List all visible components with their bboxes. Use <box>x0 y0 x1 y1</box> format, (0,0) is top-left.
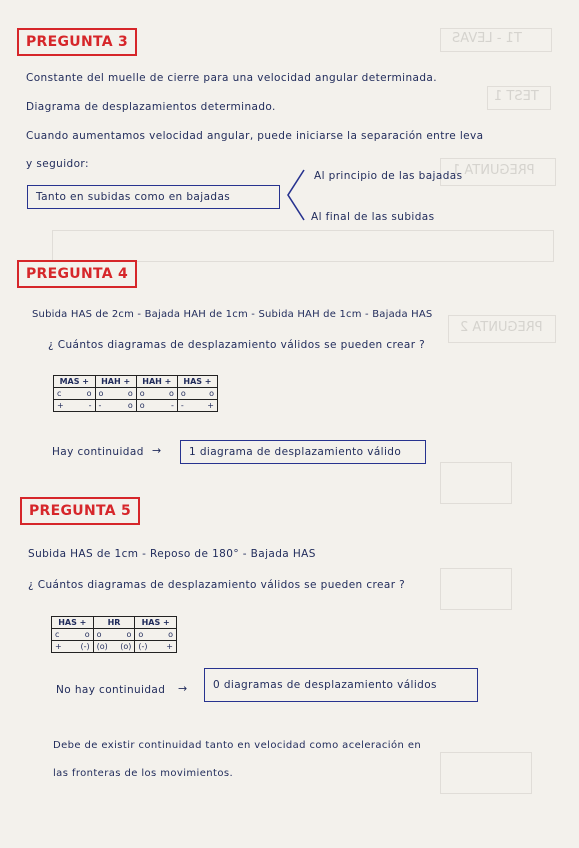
q3-line2: Diagrama de desplazamientos determinado. <box>26 101 276 113</box>
cell-value: o <box>98 389 104 398</box>
cell-value: o <box>96 630 102 639</box>
q3-option2: Al final de las subidas <box>311 211 435 223</box>
table-row <box>54 388 218 400</box>
table-header: HAH + <box>136 376 177 388</box>
cell-value: + <box>57 401 64 410</box>
q4-answer-box: 1 diagrama de desplazamiento válido <box>180 440 426 464</box>
table-cell <box>135 629 177 641</box>
cell-value: o <box>126 630 132 639</box>
cell-value: o <box>127 389 133 398</box>
table-cell <box>54 400 96 412</box>
cell-value: o <box>168 389 174 398</box>
q5-table <box>51 616 177 653</box>
cell-value: (o) <box>96 642 108 651</box>
ghost-pregunta1: PREGUNTA 1 <box>452 163 535 178</box>
arrow-right-icon: → <box>152 444 162 457</box>
table-row <box>52 641 177 653</box>
cell-value: - <box>180 401 184 410</box>
ghost-test-label: TEST 1 <box>494 89 539 104</box>
table-header: HAH + <box>95 376 136 388</box>
arrow-right-icon: → <box>178 682 188 695</box>
table-header-row <box>52 617 177 629</box>
cell-value: o <box>180 389 186 398</box>
q5-answer-box: 0 diagramas de desplazamiento válidos <box>204 668 478 702</box>
q4-line1: Subida HAS de 2cm - Bajada HAH de 1cm - Subida HAH de 1cm - Bajada HAS <box>32 309 433 320</box>
cell-value: o <box>84 630 90 639</box>
table-cell <box>136 400 177 412</box>
table-cell <box>135 641 177 653</box>
q5-line2: ¿ Cuántos diagramas de desplazamiento válidos se pueden crear ? <box>28 579 406 591</box>
table-header-row <box>54 376 218 388</box>
cell-value: o <box>139 401 145 410</box>
ghost-table-a <box>440 462 512 504</box>
cell-value: - <box>98 401 102 410</box>
cell-value: o <box>138 630 144 639</box>
ghost-top-label: T1 - LEVAS <box>452 31 522 46</box>
table-header: HAS + <box>177 376 217 388</box>
ghost-table-c <box>440 752 532 794</box>
table-cell <box>52 629 94 641</box>
ghost-table-b <box>440 568 512 610</box>
cell-value: + <box>207 401 214 410</box>
table-header: HAS + <box>135 617 177 629</box>
table-cell <box>93 629 135 641</box>
table-cell <box>54 388 96 400</box>
cell-value: - <box>171 401 174 410</box>
cell-value: (o) <box>120 642 132 651</box>
cell-value: o <box>127 401 133 410</box>
q4-line2: ¿ Cuántos diagramas de desplazamiento válidos se pueden crear ? <box>48 339 426 351</box>
cell-value: c <box>55 630 60 639</box>
cell-value: o <box>139 389 145 398</box>
ghost-pregunta2: PREGUNTA 2 <box>460 320 543 335</box>
q3-answer-box: Tanto en subidas como en bajadas <box>27 185 280 209</box>
cell-value: o <box>168 630 173 639</box>
cell-value: (-) <box>80 642 90 651</box>
cell-value: - <box>88 401 92 410</box>
ghost-box-a <box>52 230 554 262</box>
table-cell <box>136 388 177 400</box>
q5-note-line1: Debe de existir continuidad tanto en velocidad como aceleración en <box>53 740 422 751</box>
cell-value: + <box>55 642 62 651</box>
table-cell <box>52 641 94 653</box>
pregunta-4-title: PREGUNTA 4 <box>17 260 137 288</box>
q4-table <box>53 375 218 412</box>
cell-value: c <box>57 389 62 398</box>
q4-conclusion: Hay continuidad <box>52 446 144 458</box>
table-row <box>52 629 177 641</box>
q5-line1: Subida HAS de 1cm - Reposo de 180° - Bajada HAS <box>28 548 316 560</box>
table-cell <box>95 388 136 400</box>
cell-value: o <box>209 389 214 398</box>
q3-option1: Al principio de las bajadas <box>314 170 463 182</box>
table-cell <box>177 388 217 400</box>
pregunta-3-title: PREGUNTA 3 <box>17 28 137 56</box>
table-header: HR <box>93 617 135 629</box>
q3-line3: Cuando aumentamos velocidad angular, puede iniciarse la separación entre leva <box>26 130 484 142</box>
cell-value: (-) <box>138 642 148 651</box>
q5-note-line2: las fronteras de los movimientos. <box>53 768 234 779</box>
q3-line4: y seguidor: <box>26 158 89 170</box>
table-header: MAS + <box>54 376 96 388</box>
cell-value: o <box>86 389 92 398</box>
cell-value: + <box>166 642 173 651</box>
pregunta-5-title: PREGUNTA 5 <box>20 497 140 525</box>
brace-icon <box>284 168 306 222</box>
table-row <box>54 400 218 412</box>
table-cell <box>177 400 217 412</box>
table-header: HAS + <box>52 617 94 629</box>
table-cell <box>93 641 135 653</box>
q3-line1: Constante del muelle de cierre para una velocidad angular determinada. <box>26 72 437 84</box>
table-cell <box>95 400 136 412</box>
q5-conclusion: No hay continuidad <box>56 684 166 696</box>
